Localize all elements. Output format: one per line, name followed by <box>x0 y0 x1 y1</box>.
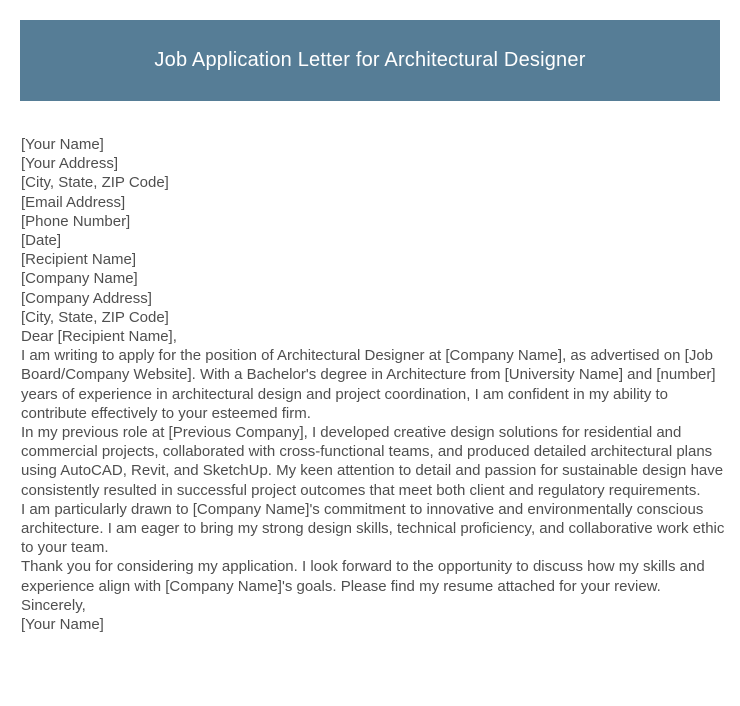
letter-paragraph: I am particularly drawn to [Company Name]'s commitment to innovative and environmentally conscious architecture. I am eager to bring my strong design skills, technical proficiency, and collaborative work ethic to your team. <box>21 500 725 557</box>
closing: Sincerely, <box>21 596 86 614</box>
salutation: Dear [Recipient Name], <box>21 328 177 346</box>
page-title: Job Application Letter for Architectural Designer <box>154 49 586 71</box>
sender-address-block <box>21 135 726 250</box>
signature: [Your Name] <box>21 616 104 634</box>
sender-address-line: [Your Name] <box>21 136 104 153</box>
letter-paragraph: I am writing to apply for the position of Architectural Designer at [Company Name], as advertised on [Job Board/Company Website]. With a Bachelor's degree in Architecture from [University Name] and [number] years of experience in architectural design and project coordination, I am confident in my ability to contribute effectively to your esteemed firm. <box>21 347 716 422</box>
letter-paragraphs <box>21 346 726 596</box>
page-header <box>20 20 720 101</box>
sender-address-line: [Your Address] <box>21 155 119 173</box>
letter-body <box>21 135 726 634</box>
recipient-address-line: [Company Name] <box>21 270 138 288</box>
letter-paragraph: Thank you for considering my application. I look forward to the opportunity to discuss how my skills and experience align with [Company Name]'s goals. Please find my resume attached for your review. <box>21 558 705 595</box>
recipient-address-line: [Recipient Name] <box>21 251 137 269</box>
recipient-address-block <box>21 250 726 327</box>
recipient-address-line: [City, State, ZIP Code] <box>21 308 169 326</box>
recipient-address-line: [Company Address] <box>21 289 152 307</box>
sender-address-line: [City, State, ZIP Code] <box>21 174 169 192</box>
sender-address-line: [Phone Number] <box>21 212 131 230</box>
letter-paragraph: In my previous role at [Previous Company], I developed creative design solutions for residential and commercial projects, collaborated with cross-functional teams, and produced detailed architectural plans using AutoCAD, Revit, and SketchUp. My keen attention to detail and passion for sustainable design have consistently resulted in successful project outcomes that meet both client and regulatory requirements. <box>21 424 724 499</box>
sender-address-line: [Email Address] <box>21 193 126 211</box>
sender-address-line: [Date] <box>21 232 62 250</box>
